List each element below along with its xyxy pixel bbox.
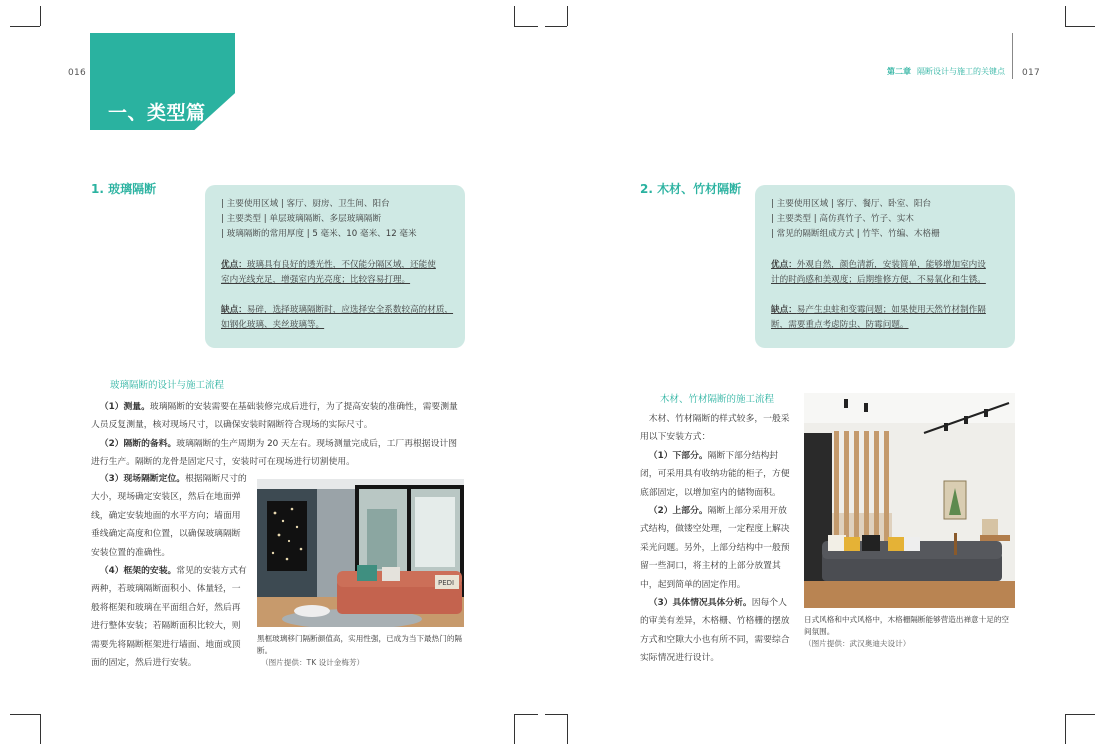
wood-photo-caption [804,614,1015,650]
section-title-glass: 1. 玻璃隔断 [91,182,157,196]
paragraph: （2）上部分。隔断上部分采用开放式结构，做镂空处理，一定程度上解决采光问题。另外，上部分结构中一般预留一些洞口，将主材的上部分放置其中，起到简单的固定作用。 [640,506,790,590]
paragraph: （1）测量。玻璃隔断的安装需要在基础装修完成后进行，为了提高安装的准确性，需要测量人员反复测量，核对现场尺寸，以确保安装时隔断符合现场的实际尺寸。 [91,402,458,431]
info-box-wood [755,185,1015,348]
info-line: | 常见的隔断组成方式 | 竹竿、竹编、木格栅 [771,229,940,240]
banner-title: 一、类型篇 [108,102,206,124]
info-line: | 主要使用区域 | 客厅、餐厅、卧室、阳台 [771,199,932,209]
info-box-glass [205,185,465,348]
photo-caption: 日式风格和中式风格中，木格栅隔断能够营造出禅意十足的空间氛围。 [804,615,1010,636]
cons-text: 易产生虫蛀和变霉问题；如果使用天然竹材制作隔 [796,305,986,316]
page-number-right: 017 [1022,68,1041,78]
chapter-heading [887,66,1005,77]
paragraph: （3）现场隔断定位。根据隔断尺寸的大小，现场确定安装区，然后在地面弹线，确定安装地面的水平方向；墙面用垂线确定高度和位置，以确保玻璃隔断安装位置的准确性。 [91,474,247,558]
pros-text: 室内光线充足，增强室内光亮度；比较容易打理。 [221,274,411,285]
glass-photo-caption [257,633,467,669]
glass-steps-narrow [91,470,248,672]
cons-text: 断，需要重点考虑防虫、防霉问题。 [771,320,909,331]
paragraph: （2）隔断的备料。玻璃隔断的生产周期为 20 天左右。现场测量完成后，工厂再根据设计图进行生产。隔断的龙骨是固定尺寸，安装时可在现场进行切割使用。 [91,438,457,468]
cons-label: 缺点： [221,305,247,316]
info-line: | 主要使用区域 | 客厅、厨房、卫生间、阳台 [221,199,390,209]
wood-partition-photo-art [804,393,1015,608]
chapter-label: 第二章 [887,67,911,76]
glass-partition-photo [257,479,464,627]
paragraph: （4）框架的安装。常见的安装方式有两种，若玻璃隔断面积小、体量轻，一般将框架和玻璃在平面组合好，然后再进行整体安装；若隔断面积比较大，则需要先将隔断框架进行墙面、地面或顶面的固定，然后进行安装。 [91,566,247,669]
pros-text: 计的时尚感和美观度；后期维修方便，不易氧化和生锈。 [771,274,986,285]
photo-credit: （图片提供：武汉奥迪夫设计） [804,639,911,648]
info-line: | 玻璃隔断的常用厚度 | 5 毫米、10 毫米、12 毫米 [221,229,417,240]
paragraph: （1）下部分。隔断下部分结构封闭，可采用具有收纳功能的柜子，方便底部固定，以增加室内的储物面积。 [640,450,790,498]
paragraph: （3）具体情况具体分析。因每个人的审美有差异，木格栅、竹格栅的摆放方式和空隙大小也有所不同，需要综合实际情况进行设计。 [640,598,790,664]
wood-partition-photo [804,393,1015,608]
cons-text: 如钢化玻璃、夹丝玻璃等。 [221,320,325,331]
cons-label: 缺点： [771,305,797,316]
pillow-lettering: PEDI [438,579,455,587]
wood-steps [640,410,792,668]
photo-caption: 黑框玻璃移门隔断颜值高，实用性强，已成为当下最热门的隔断。 [257,634,463,655]
glass-partition-photo-art [257,479,464,627]
info-line: | 主要类型 | 单层玻璃隔断、多层玻璃隔断 [221,214,382,225]
info-line: | 主要类型 | 高仿真竹子、竹子、实木 [771,214,914,225]
photo-credit: （图片提供：TK 设计金梅芳） [261,658,365,667]
pros-label: 优点： [221,259,247,270]
cons-text: 易碎，选择玻璃隔断时，应选择安全系数较高的材质， [246,305,454,316]
pros-text: 玻璃具有良好的透光性，不仅能分隔区域，还能使 [246,259,436,270]
subsection-title-glass: 玻璃隔断的设计与施工流程 [110,380,225,391]
glass-steps-full [91,398,465,472]
page-number-left: 016 [68,68,87,78]
paragraph: 木材、竹材隔断的样式较多，一般采用以下安装方式： [640,414,790,443]
chapter-title: 隔断设计与施工的关键点 [917,67,1005,76]
pros-label: 优点： [771,259,797,270]
subsection-title-wood: 木材、竹材隔断的施工流程 [660,394,775,405]
pros-text: 外观自然，颜色清新，安装简单，能够增加室内设 [796,259,986,270]
section-title-wood: 2. 木材、竹材隔断 [640,182,742,196]
header-divider [1012,33,1013,79]
